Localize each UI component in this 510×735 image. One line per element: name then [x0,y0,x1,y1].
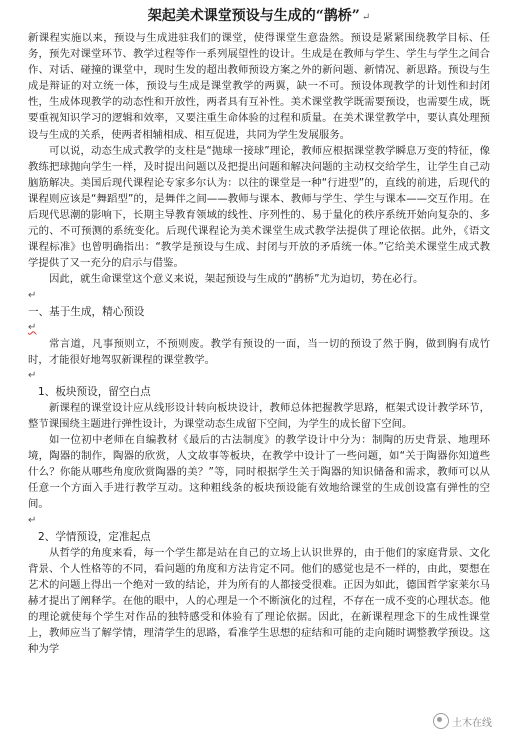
document-title [28,6,490,28]
site-watermark [433,713,492,729]
blank-line [28,288,490,304]
paragraph-mark: ↵ [361,12,371,23]
blank-line [28,320,490,336]
subsection-heading-2: 2、学情预设，定准起点 [38,530,151,543]
paragraph-7: 从哲学的角度来看，每一个学生都是站在自己的立场上认识世界的，由于他们的家庭背景、文化背景、个人性格等的不同，看问题的角度和方法肯定不同。他们的感觉也是不一样的，由此，要想在艺术的问题上得出一个绝对一致的结论，并为所有的人都接受很难。正因为如此，德国哲学家莱尔马赫才提出了阐释学。在他的眼中，人的心理是一个不断演化的过程，不存在一成不变的心理状态。他的理论就使每个学生对作品的独特感受和体验有了理论依据。因此，在新课程理念下的生成性课堂上，教师应当了解学情，理清学生的思路，看准学生思想的症结和可能的走向随时调整教学预设。这种为学 [28,546,490,656]
section-heading-1: 一、基于生成，精心预设 [28,305,145,318]
paragraph-mark: ↵ [28,289,37,301]
paragraph-3: 因此，就生命课堂这个意义来说，架起预设与生成的“鹊桥”尤为迫切，势在必行。 [49,273,424,286]
paragraph-2: 可以说，动态生成式教学的支柱是“抛球一接球”理论，教师应根据课堂教学瞬息万变的特征，像教练把球抛向学生一样，及时提出问题以及把提出问题和解决问题的主动权交给学生，让学生自己动脑筋解决。美国后现代课程论专家多尔认为：以往的课堂是一种“行进型”的，直线的前进，后现代的课程则应该是“舞蹈型”的，是舞伴之间——教师与课本、教师与学生、学生与课本——交互作用。在后现代思潮的影响下，长期主导教育领域的线性、序列性的、易于量化的秩序系统开始向复杂的、多元的、不可预测的系统变化。后现代课程论为美术课堂生成式教学法提供了理论依据。此外，《语文课程标准》也曾明确指出：“教学是预设与生成、封闭与开放的矛盾统一体。”它给美术课堂生成式教学提供了又一充分的启示与借鉴。 [28,144,490,270]
blank-line [28,368,490,384]
watermark-logo-icon [433,713,449,729]
paragraph-mark: ↵ [28,514,37,526]
subsection-heading-1: 1、板块预设，留空白点 [38,385,151,398]
watermark-text: 土木在线 [452,717,492,729]
paragraph-6: 如一位初中老师在自编教材《最后的古法制度》的教学设计中分为：制陶的历史背景、地理环境，陶器的制作，陶器的欣赏，人文故事等板块，在教学中设计了一些问题，如“关于陶器你知道些什么？你能从哪些角度欣赏陶器的美？”等，同时根据学生关于陶器的知识储备和需求，教师可以从任意一个方面入手进行教学互动。这种粗线条的板块预设能有效地给课堂的生成创设富有弹性的空间。 [28,434,490,511]
paragraph-mark: ↵ [28,321,37,333]
paragraph-5: 新课程的课堂设计应从线形设计转向板块设计，教师总体把握教学思路，框架式设计教学环节，整节课围绕主题进行弹性设计，为课堂动态生成留下空间，为学生的成长留下空间。 [28,401,490,430]
blank-line [28,513,490,529]
title-text: 架起美术课堂预设与生成的“鹊桥” [147,8,360,24]
paragraph-mark: ↵ [28,369,37,381]
paragraph-4: 常言道，凡事预则立，不预则废。教学有预设的一面，当一切的预设了然于胸，做到胸有成竹时，才能很好地驾驭新课程的课堂教学。 [28,337,490,366]
intro-paragraph: 新课程实施以来，预设与生成进驻我们的课堂，使得课堂生意盎然。预设是紧紧围绕教学目标、任务，预先对课堂环节、教学过程等作一系列展望性的设计。生成是在教师与学生、学生与学生之间合作、对话、碰撞的课堂中，现时生发的超出教师预设方案之外的新问题、新情况、新思路。预设与生成是辩证的对立统一体，预设与生成是课堂教学的两翼，缺一不可。预设体现教学的计划性和封闭性，生成体现教学的动态性和开放性，两者具有互补性。美术课堂教学既需要预设，也需要生成，既要重视知识学习的逻辑和效率，又要注重生命体验的过程和质量。在美术课堂教学中，要认真处理预设与生成的关系，使两者相辅相成、相互促进，共同为学生发展服务。 [28,32,490,141]
